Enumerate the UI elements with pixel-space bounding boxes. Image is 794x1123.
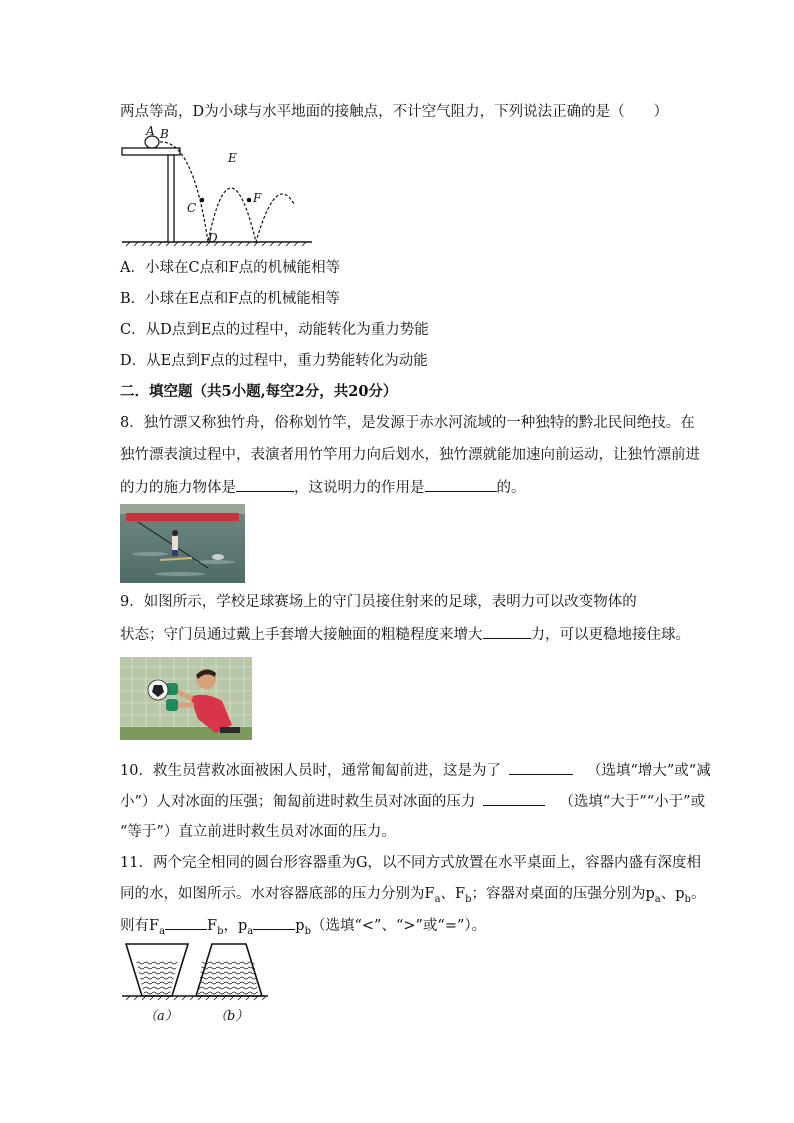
q7-stem-text: 两点等高，D为小球与水平地面的接触点，不计空气阻力，下列说法正确的是（ ） [120, 104, 669, 120]
q9-line2 [120, 624, 690, 645]
q11-text-h: p [295, 918, 305, 934]
label-D: D [208, 231, 218, 245]
q11-text-g: ，p [223, 918, 248, 934]
q9-blank-1[interactable] [483, 624, 531, 639]
q7-option-d: D．从E点到F点的过程中，重力势能转化为动能 [120, 353, 428, 369]
q9-text-b: 力，可以更稳地接住球。 [530, 627, 690, 643]
q8-blank-1[interactable] [236, 477, 294, 492]
q11-text-c: 、p [660, 886, 685, 902]
q8-blank-2[interactable] [425, 477, 497, 492]
label-F: F [253, 191, 262, 205]
label-C: C [187, 201, 197, 215]
q10-line2 [120, 791, 706, 812]
q11-sub-a3: a [159, 925, 166, 937]
label-A: A [146, 124, 155, 138]
q11-sub-b1: b [465, 893, 472, 905]
q10-blank-1[interactable] [509, 760, 573, 775]
q8-line1: 8．独竹漂又称独竹舟，俗称划竹竿，是发源于赤水河流域的一种独特的黔北民间绝技。在 [120, 415, 695, 431]
q11-text-mid: 、F [440, 886, 466, 902]
q9-goalkeeper-photo [120, 657, 252, 740]
q11-text-a: 同的水，如图所示。水对容器底部的压力分别为F [120, 886, 435, 902]
q7-bouncing-ball-figure [118, 124, 318, 248]
q11-text-e: 则有F [120, 918, 160, 934]
q11-text-b: ；容器对桌面的压强分别为p [471, 886, 655, 902]
q11-sub-b3: b [217, 925, 224, 937]
q11-sub-a4: a [247, 925, 254, 937]
q10-text-b: （选填“增大”或“减 [586, 763, 711, 779]
q8-line3 [120, 477, 680, 498]
q7-stem [120, 102, 680, 122]
q10-line3: “等于”）直立前进时救生员对冰面的压力。 [120, 824, 396, 840]
q10-text-d: （选填“大于”“小于”或 [559, 794, 706, 810]
q8-bamboo-rafting-photo [120, 504, 245, 583]
q10-text-c: 小”）人对冰面的压强；匍匐前进时救生员对冰面的压力 [120, 794, 476, 810]
q7-option-a: A．小球在C点和F点的机械能相等 [120, 260, 341, 276]
label-b: （b） [214, 1009, 249, 1024]
q11-blank-1[interactable] [165, 915, 207, 930]
q11-text-f: F [207, 918, 218, 934]
q7-option-b: B．小球在E点和F点的机械能相等 [120, 291, 340, 307]
q11-blank-2[interactable] [253, 915, 295, 930]
q11-line2 [120, 884, 706, 910]
q9-text-a: 状态；守门员通过戴上手套增大接触面的粗糙程度来增大 [120, 627, 483, 643]
q8-text-c: 的。 [496, 480, 526, 496]
q11-sub-a1: a [434, 893, 441, 905]
q11-text-i: （选填“<”、“>”或“=”）。 [310, 918, 487, 934]
q11-line1: 11．两个完全相同的圆台形容器重为G，以不同方式放置在水平桌面上，容器内盛有深度相 [120, 855, 702, 871]
q11-text-d: 。 [690, 886, 706, 902]
q11-containers-figure [120, 940, 270, 1026]
q11-sub-a2: a [654, 893, 661, 905]
q8-text-b: ，这说明力的作用是 [294, 480, 425, 496]
q8-line2: 独竹漂表演过程中，表演者用竹竿用力向后划水，独竹漂就能加速向前运动，让独竹漂前进 [120, 447, 700, 463]
label-a: （a） [144, 1009, 178, 1024]
q11-sub-b4: b [304, 925, 311, 937]
q9-line1: 9．如图所示，学校足球赛场上的守门员接住射来的足球，表明力可以改变物体的 [120, 594, 637, 610]
q11-line3 [120, 915, 680, 942]
label-B: B [160, 127, 169, 141]
q8-text-a: 的力的施力物体是 [120, 480, 236, 496]
section-2-heading: 二．填空题（共5小题,每空2分，共20分） [120, 383, 398, 400]
q11-sub-b2: b [684, 893, 691, 905]
q7-option-c: C．从D点到E点的过程中，动能转化为重力势能 [120, 322, 429, 338]
label-E: E [228, 151, 237, 165]
q10-line1 [120, 760, 711, 781]
q10-text-a: 10．救生员营救冰面被困人员时，通常匍匐前进，这是为了 [120, 763, 501, 779]
q10-blank-2[interactable] [483, 791, 545, 806]
